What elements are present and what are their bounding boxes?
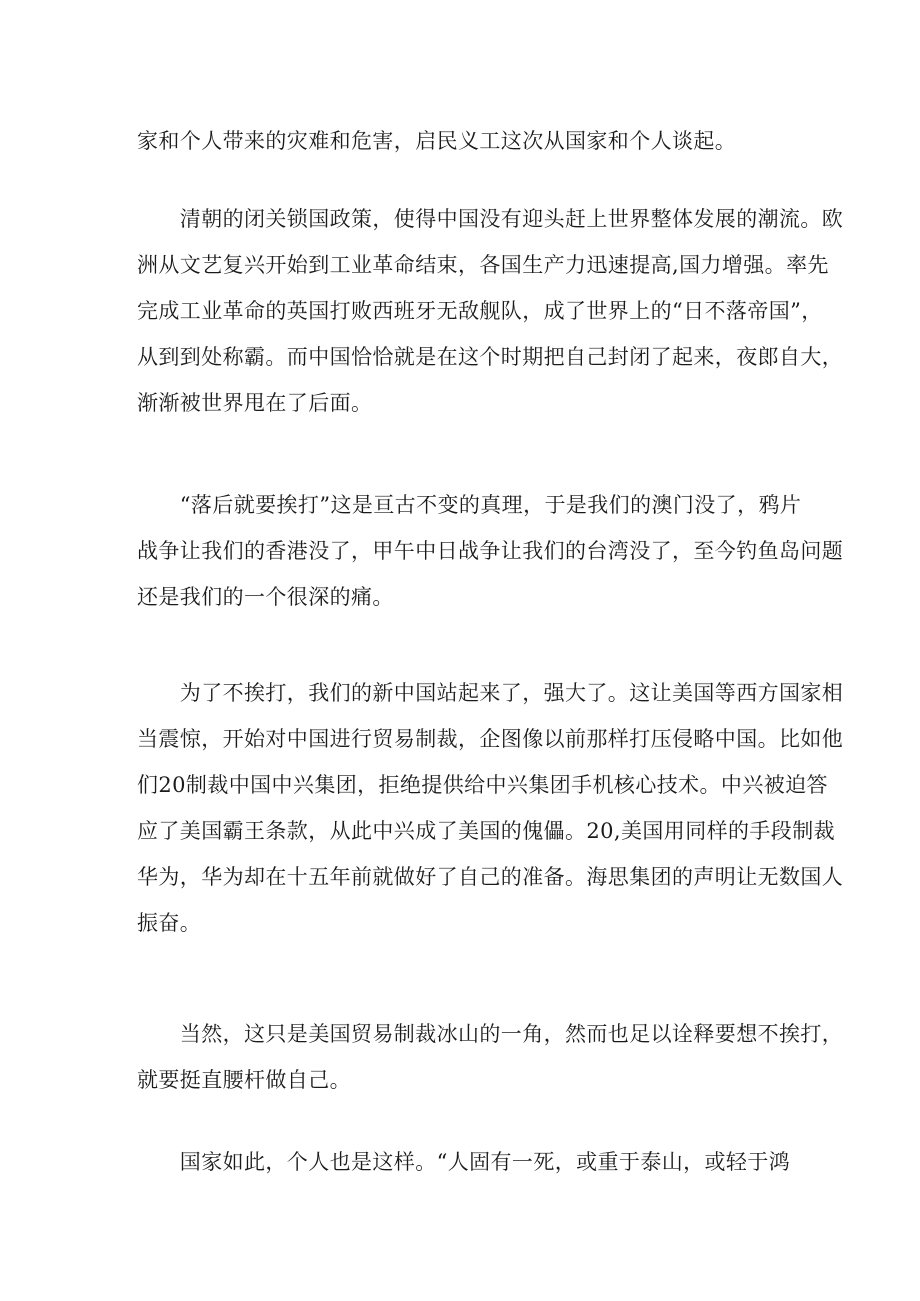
text-line: 洲从文艺复兴开始到工业革命结束，各国生产力迅速提高,国力增强。率先 [137, 253, 829, 277]
text-line: 就要挺直腰杆做自己。 [137, 1068, 351, 1092]
paragraph-2 [137, 196, 844, 426]
text-line: 还是我们的一个很深的痛。 [137, 585, 394, 609]
text-line: 为了不挨打，我们的新中国站起来了，强大了。这让美国等西方国家相 [137, 681, 844, 705]
text-line: 当震惊，开始对中国进行贸易制裁，企图像以前那样打压侵略中国。比如他 [137, 727, 844, 751]
paragraph-3 [137, 482, 844, 620]
text-line: “落后就要挨打”这是亘古不变的真理，于是我们的澳门没了，鸦片 [137, 493, 802, 517]
text-line: 家和个人带来的灾难和危害，启民义工这次从国家和个人谈起。 [137, 129, 737, 153]
paragraph-1 [137, 118, 807, 164]
text-line: 们20制裁中国中兴集团，拒绝提供给中兴集团手机核心技术。中兴被迫答 [137, 773, 828, 797]
text-line: 应了美国霸王条款，从此中兴成了美国的傀儡。20,美国用同样的手段制裁 [137, 819, 835, 843]
text-line: 完成工业革命的英国打败西班牙无敌舰队，成了世界上的“日不落帝国”， [137, 299, 823, 323]
text-line: 国家如此，个人也是这样。“人固有一死，或重于泰山，或轻于鸿 [137, 1150, 791, 1174]
paragraph-5 [137, 1011, 844, 1103]
text-line: 华为，华为却在十五年前就做好了自己的准备。海思集团的声明让无数国人 [137, 865, 844, 889]
text-line: 战争让我们的香港没了，甲午中日战争让我们的台湾没了，至今钓鱼岛问题 [137, 539, 844, 563]
text-line: 清朝的闭关锁国政策，使得中国没有迎头赶上世界整体发展的潮流。欧 [137, 207, 844, 231]
text-line: 渐渐被世界甩在了后面。 [137, 391, 373, 415]
text-line: 当然，这只是美国贸易制裁冰山的一角，然而也足以诠释要想不挨打， [137, 1022, 844, 1046]
paragraph-6 [137, 1139, 807, 1185]
text-line: 振奋。 [137, 911, 202, 935]
paragraph-4 [137, 670, 844, 946]
text-line: 从到到处称霸。而中国恰恰就是在这个时期把自己封闭了起来，夜郎自大， [137, 345, 844, 369]
